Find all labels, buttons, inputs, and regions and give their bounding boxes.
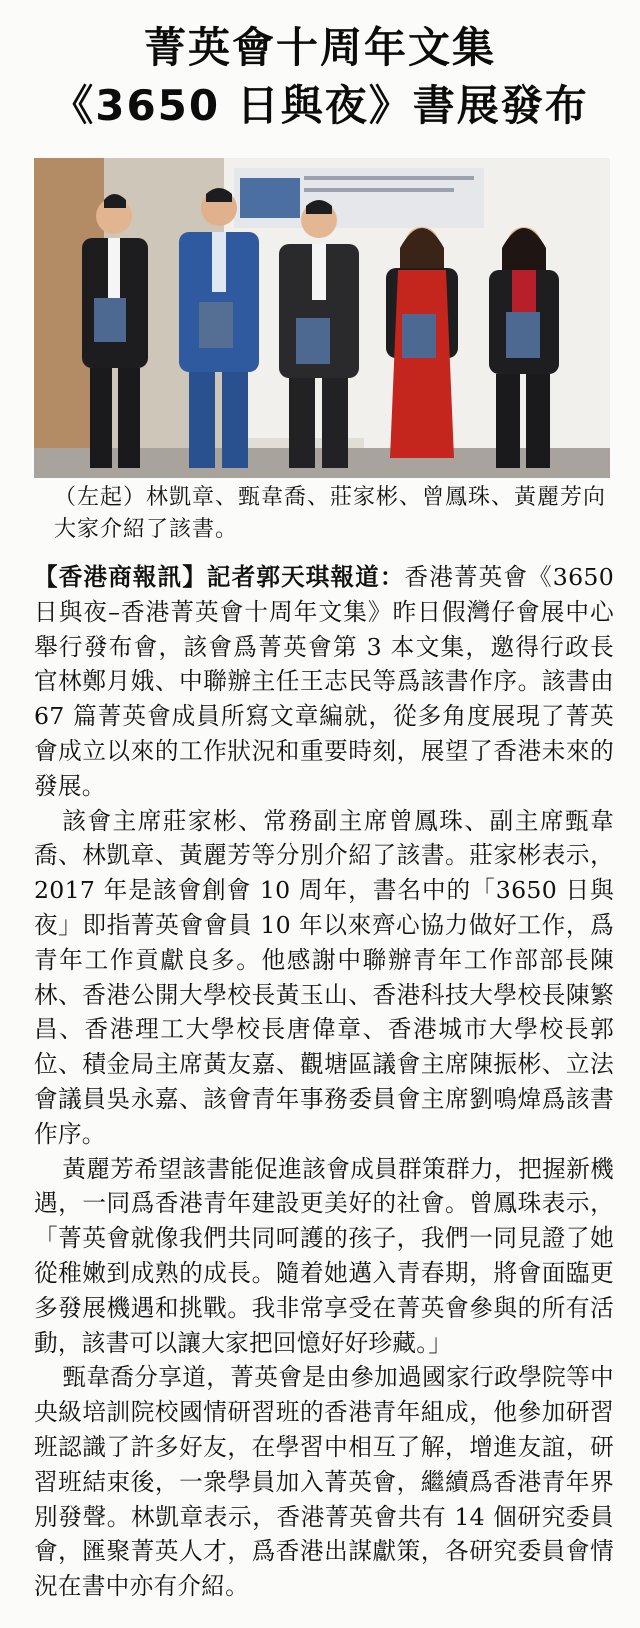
article-paragraph-1-text: 香港菁英會《3650 日與夜–香港菁英會十周年文集》昨日假灣仔會展中心舉行發布會，該會爲菁英會第 3 本文集，邀得行政長官林鄭月娥、中聯辦主任王志民等爲該書作序。該書由 67 篇菁英會成員所寫文章編就，從多角度展現了菁英會成立以來的工作狀況和重要時刻，展望了香港未來的發展。 [34, 563, 615, 800]
article-dateline: 【香港商報訊】記者郭天琪報道： [34, 563, 405, 591]
headline-line-1: 菁英會十周年文集 [143, 23, 496, 72]
photo-caption: （左起）林凱章、甄韋喬、莊家彬、曾鳳珠、黃麗芳向大家介紹了該書。 [54, 485, 607, 542]
group-photo-icon [34, 158, 610, 478]
article-paragraph-2: 該會主席莊家彬、常務副主席曾鳳珠、副主席甄韋喬、林凱章、黃麗芳等分別介紹了該書。莊家彬表示，2017 年是該會創會 10 周年，書名中的「3650 日與夜」即指菁英會會員 10 年以來齊心協力做好工作，爲青年工作貢獻良多。他感謝中聯辦青年工作部部長陳林、香港公開大學校長黃玉山、香港科技大學校長陳繁昌、香港理工大學校長唐偉章、香港城市大學校長郭位、積金局主席黃友嘉、觀塘區議會主席陳振彬、立法會議員吳永嘉、該會青年事務委員會主席劉鳴煒爲該書作序。 [34, 806, 614, 1148]
group-photo [34, 158, 610, 478]
article-paragraph-3: 黃麗芳希望該書能促進該會成員群策群力，把握新機遇，一同爲香港青年建設更美好的社會。曾鳳珠表示，「菁英會就像我們共同呵護的孩子，我們一同見證了她從稚嫩到成熟的成長。隨着她邁入青春期，將會面臨更多發展機遇和挑戰。我非常享受在菁英會參與的所有活動，該書可以讓大家把回憶好好珍藏。」 [34, 1154, 614, 1357]
article-paragraph-4: 甄韋喬分享道，菁英會是由參加過國家行政學院等中央級培訓院校國情研習班的香港青年組成，他參加研習班認識了許多好友，在學習中相互了解，增進友誼，研習班結束後，一衆學員加入菁英會，繼續爲香港青年界別發聲。林凱章表示，香港菁英會共有 14 個研究委員會，匯聚菁英人才，爲香港出謀獻策，各研究委員會情況在書中亦有介紹。 [34, 1363, 614, 1601]
article-body [34, 560, 614, 1604]
headline-line-2: 《3650 日與夜》書展發布 [51, 81, 589, 130]
article-paragraph-1 [34, 560, 614, 804]
